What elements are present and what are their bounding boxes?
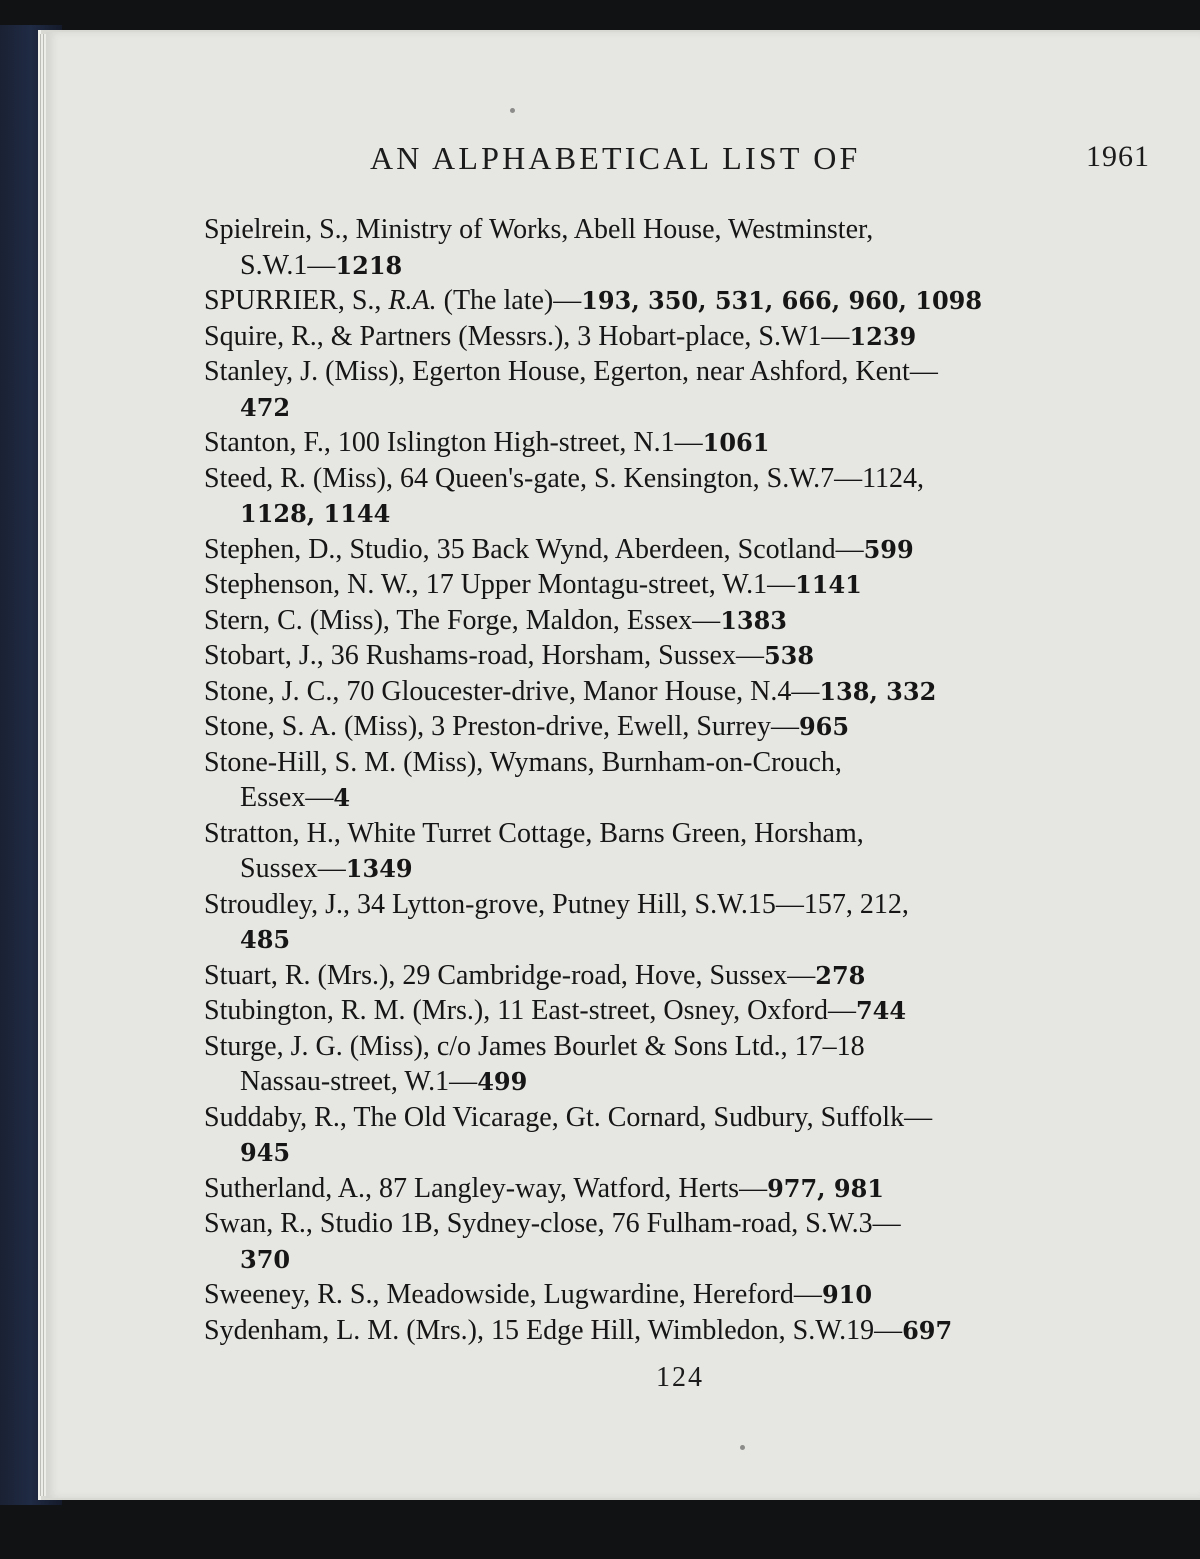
entry-name: Sutherland, A., [204,1172,372,1204]
entry-name: SPURRIER, S., [204,285,382,316]
entry-name: Swan, R., [204,1208,313,1239]
entry-name: Suddaby, R., [204,1101,347,1133]
list-item [204,1029,1150,1100]
entry-address: 29 Cambridge-road, Hove, Sussex— [402,959,816,991]
entry-pages: 1061 [702,428,770,457]
list-item [204,816,1150,887]
entry-address: Studio 1B, Sydney-close, 76 Fulham-road, S.W.3— [319,1208,901,1239]
entry-pages: 1239 [849,321,917,351]
entry-address: 87 Langley-way, Watford, Herts— [379,1172,768,1204]
entry-pages: 485 [240,925,291,954]
entry-address: White Turret Cottage, Barns Green, Horsham, [347,817,864,849]
entry-pages: 910 [821,1280,873,1309]
entry-address: The Forge, Maldon, Essex— [396,604,721,636]
list-item [204,958,1150,994]
entry-address: Studio, 35 Back Wynd, Aberdeen, Scotland— [349,533,864,565]
list-item [204,425,1150,461]
list-item [204,567,1150,603]
entry-pages: 278 [815,960,866,990]
entry-name: Steed, R. (Miss), [204,462,393,494]
entry-address: 3 Preston-drive, Ewell, Surrey— [431,711,799,742]
entry-name: Stone, S. A. (Miss), [204,711,425,742]
entry-address: (The late)— [443,285,582,316]
entry-continuation [204,248,1150,284]
entry-address: The Old Vicarage, Gt. Cornard, Sudbury, Suffolk— [353,1101,933,1133]
entry-pages: 1349 [345,854,413,883]
entry-pages: 499 [477,1067,528,1096]
entry-pages: 697 [902,1315,953,1345]
running-header [370,140,1150,184]
entry-pages: 4 [333,783,351,812]
list-item [204,283,1150,319]
entry-name: Stratton, H., [204,817,341,849]
entry-continuation [204,780,1150,816]
header-year: 1961 [1086,140,1150,173]
entry-pages: 193, 350, 531, 666, 960, 1098 [581,286,983,315]
entry-name: Stroudley, J., [204,888,350,920]
entry-pages: 1218 [335,250,403,280]
entry-continuation-text: Nassau-street, W.1— [240,1066,478,1097]
entry-pages: 472 [240,392,291,422]
entry-pages: 744 [855,996,907,1025]
list-item [204,638,1150,674]
entry-continuation [204,1135,1150,1171]
entry-address: 34 Lytton-grove, Putney Hill, S.W.15—157, 212, [356,888,909,920]
entry-list [204,212,1150,1348]
print-speck [510,108,515,113]
entry-name: Stubington, R. M. (Mrs.), [204,995,491,1026]
entry-pages: 1383 [720,605,787,635]
entry-address: Egerton House, Egerton, near Ashford, Kent— [412,356,938,387]
entry-continuation [204,1064,1150,1100]
entry-continuation [204,496,1150,532]
entry-name: Sweeney, R. S., [204,1279,380,1310]
entry-pages: 599 [863,534,914,564]
list-item [204,709,1150,745]
list-item [204,1171,1150,1207]
entry-address: Wymans, Burnham-on-Crouch, [489,746,842,778]
entry-continuation-text: Essex— [240,782,334,813]
list-item [204,1313,1150,1349]
print-speck [740,1445,745,1450]
entry-address: 100 Islington High-street, N.1— [337,427,703,458]
entry-qualifier: R.A. [388,285,437,316]
entry-continuation [204,851,1150,887]
entry-name: Spielrein, S., [204,214,349,245]
entry-address: 11 East-street, Osney, Oxford— [497,995,856,1026]
list-item [204,212,1150,283]
entry-pages: 1141 [795,570,862,599]
list-item [204,887,1150,958]
entry-name: Sturge, J. G. (Miss), [204,1030,430,1062]
page-number: 124 [656,1362,704,1393]
list-item [204,532,1150,568]
entry-continuation [204,1242,1150,1278]
list-item [204,993,1150,1029]
entry-pages: 138, 332 [819,676,937,706]
entry-name: Stanton, F., [204,427,331,458]
header-title: AN ALPHABETICAL LIST OF [370,140,861,176]
entry-name: Stephenson, N. W., [204,569,419,600]
list-item [204,354,1150,425]
entry-name: Stern, C. (Miss), [204,604,390,636]
entry-continuation-text: Sussex— [240,853,346,884]
entry-name: Stobart, J., [204,640,324,671]
entry-name: Stone, J. C., [204,675,340,707]
entry-address: Meadowside, Lugwardine, Hereford— [386,1279,822,1310]
entry-address: 36 Rushams-road, Horsham, Sussex— [330,640,764,671]
entry-address: Ministry of Works, Abell House, Westminster, [355,214,874,245]
list-item [204,1277,1150,1313]
entry-name: Stuart, R. (Mrs.), [204,959,396,991]
entry-pages: 977, 981 [767,1173,884,1203]
entry-pages: 965 [798,712,850,741]
list-item [204,674,1150,710]
entry-name: Sydenham, L. M. (Mrs.), [204,1314,484,1346]
list-item [204,1206,1150,1277]
entry-name: Squire, R., & Partners (Messrs.), [204,320,571,352]
list-item [204,461,1150,532]
entry-address: 64 Queen's-gate, S. Kensington, S.W.7—1124, [400,462,925,494]
entry-pages: 538 [763,641,815,670]
entry-continuation-text: S.W.1— [240,249,336,281]
entry-name: Stephen, D., [204,533,343,565]
entry-address: 17 Upper Montagu-street, W.1— [425,569,796,600]
entry-address: 70 Gloucester-drive, Manor House, N.4— [346,675,820,707]
entry-address: 15 Edge Hill, Wimbledon, S.W.19— [490,1314,903,1346]
entry-continuation [204,390,1150,426]
entry-name: Stone-Hill, S. M. (Miss), [204,746,484,778]
entry-pages: 1128, 1144 [240,499,391,528]
entry-address: c/o James Bourlet & Sons Ltd., 17–18 [436,1030,865,1062]
list-item [204,319,1150,355]
entry-continuation [204,922,1150,958]
list-item [204,745,1150,816]
entry-pages: 945 [240,1138,291,1167]
entry-name: Stanley, J. (Miss), [204,356,406,387]
entry-pages: 370 [240,1244,291,1274]
list-item [204,603,1150,639]
entry-address: 3 Hobart-place, S.W1— [577,320,850,352]
list-item [204,1100,1150,1171]
